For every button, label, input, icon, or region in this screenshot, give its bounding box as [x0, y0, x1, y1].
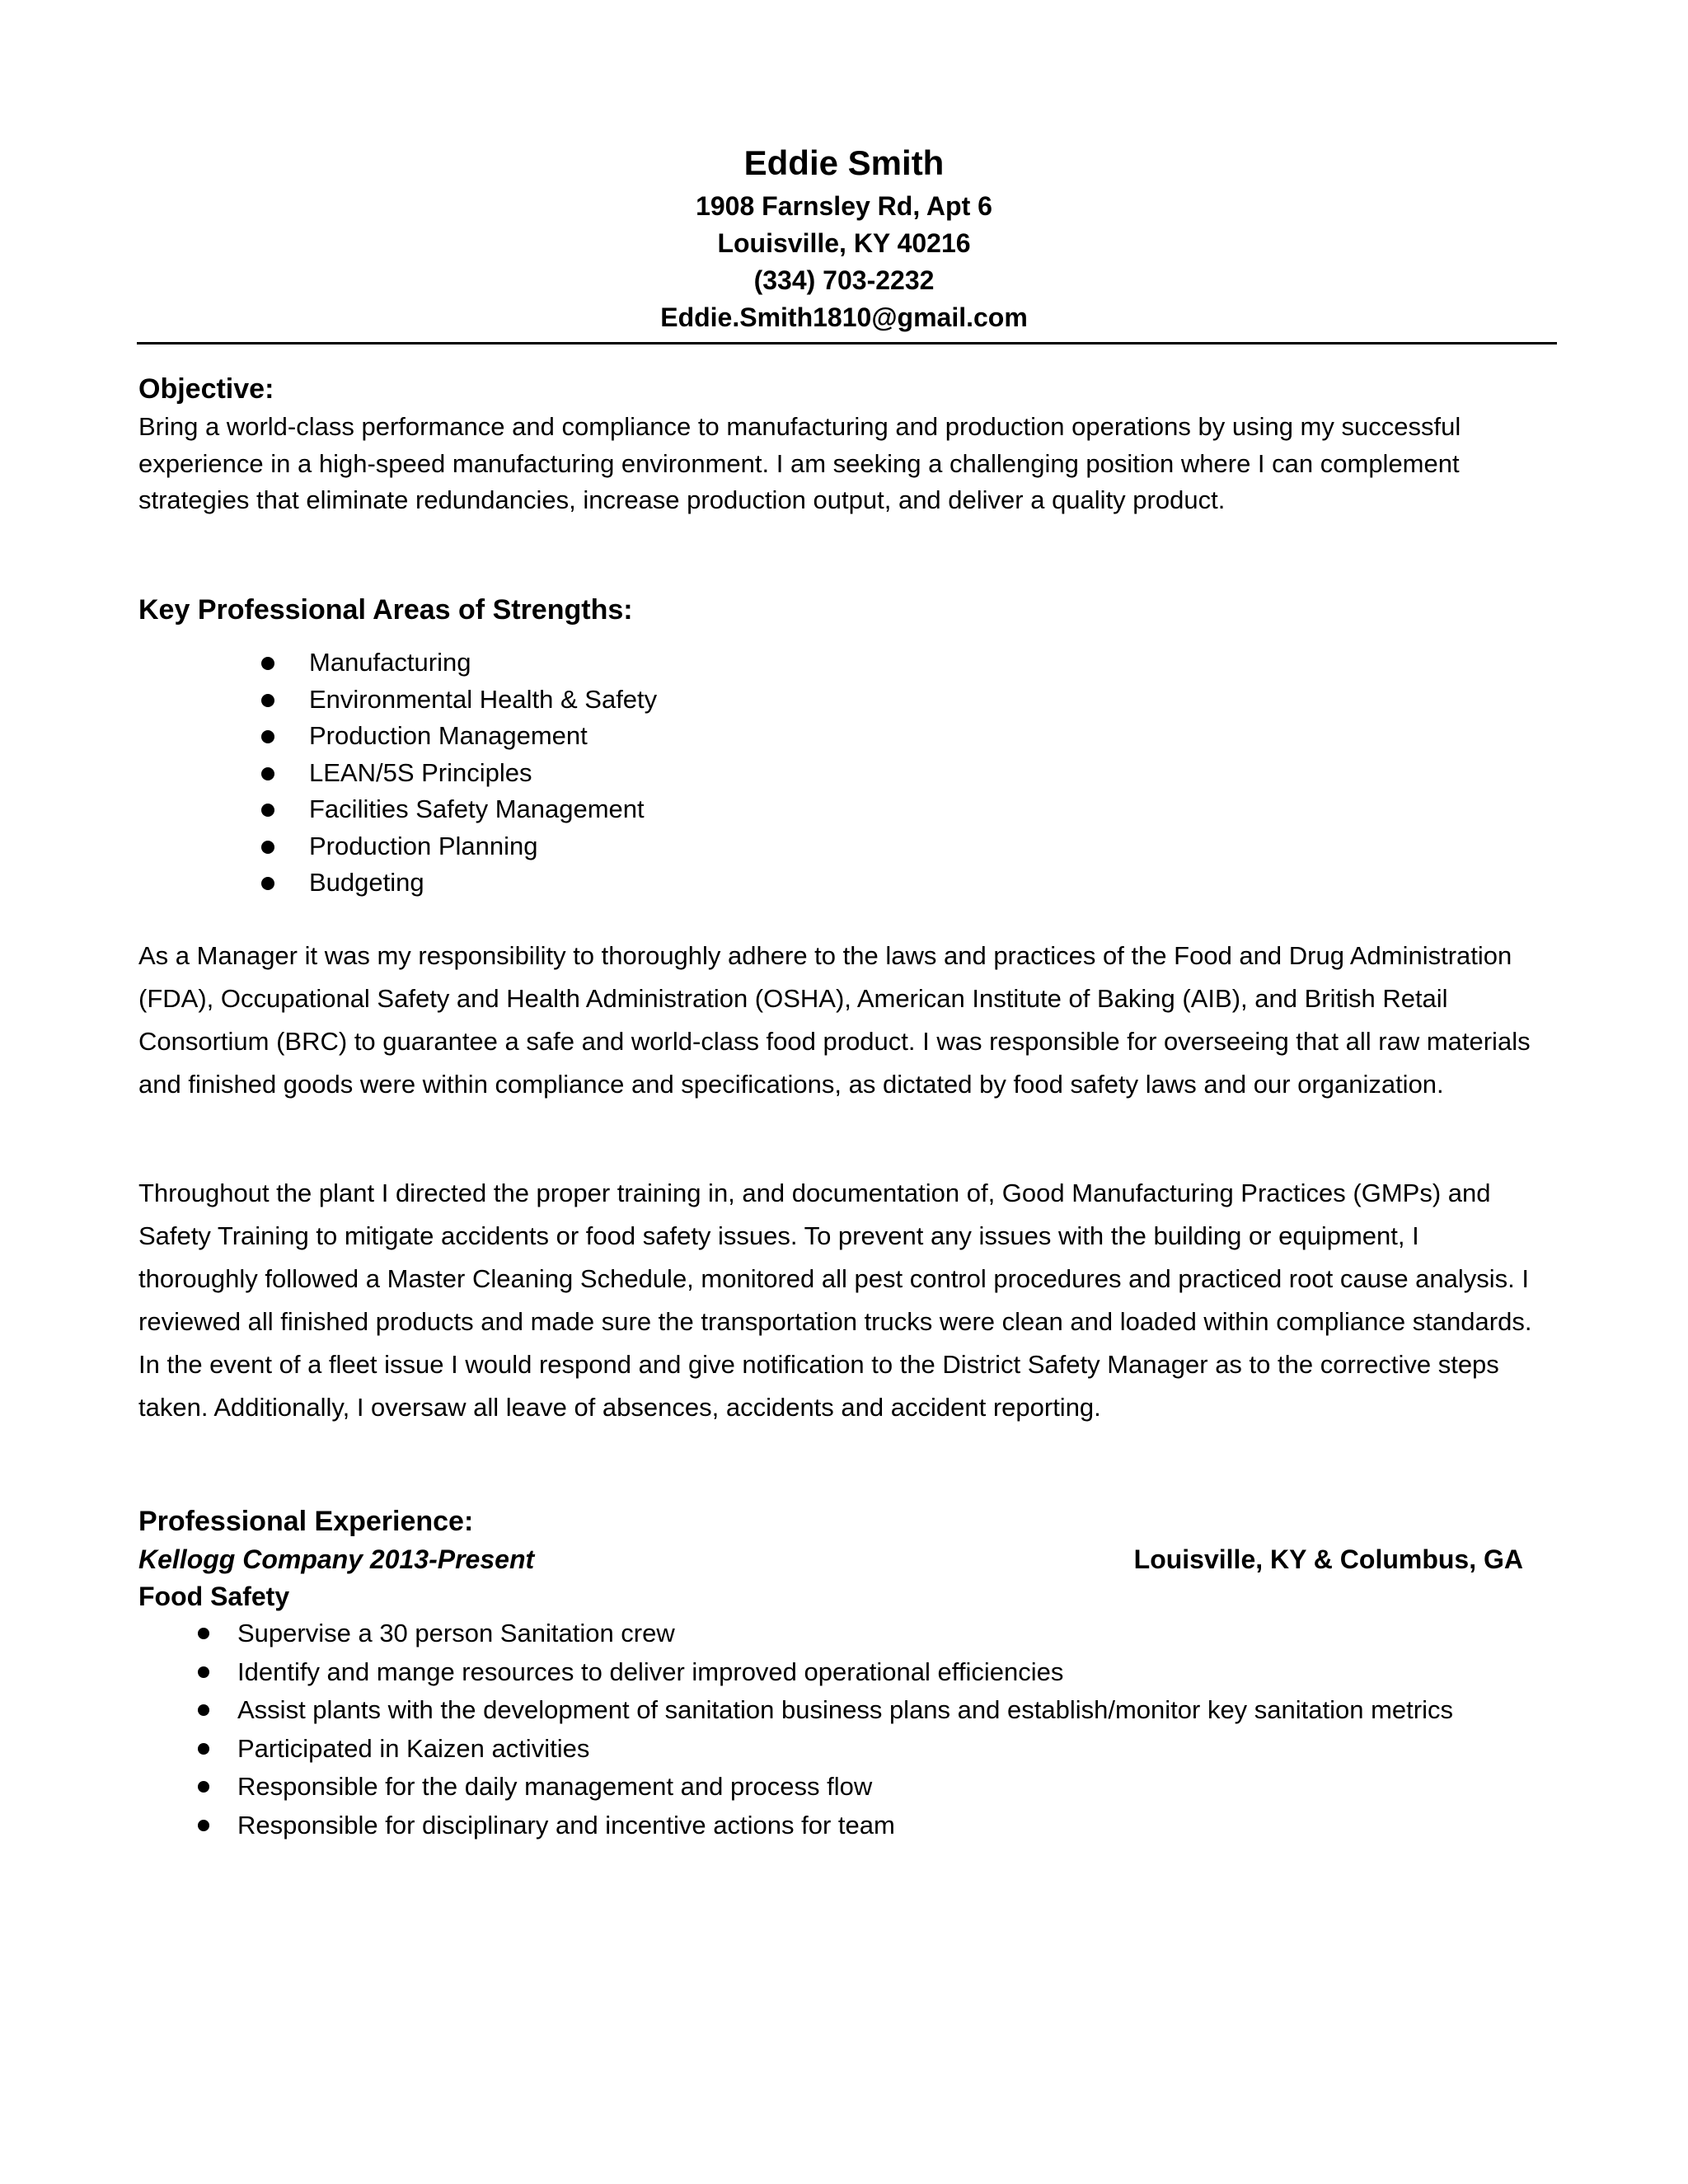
address-line-1: 1908 Farnsley Rd, Apt 6: [696, 191, 992, 221]
strength-item: Environmental Health & Safety: [309, 684, 658, 714]
objective-heading: Objective:: [138, 373, 274, 405]
duty-item: Supervise a 30 person Sanitation crew: [237, 1619, 675, 1647]
bullet-icon: [261, 877, 274, 890]
bullet-icon: [261, 730, 274, 743]
strength-item: Facilities Safety Management: [309, 794, 645, 823]
bullet-icon: [198, 1781, 209, 1793]
job-location: Louisville, KY & Columbus, GA: [1133, 1544, 1523, 1574]
job-role: Food Safety: [138, 1582, 290, 1611]
strength-item: Production Management: [309, 721, 588, 750]
experience-heading: Professional Experience:: [138, 1506, 474, 1537]
bullet-icon: [198, 1704, 209, 1716]
bullet-icon: [198, 1820, 209, 1831]
duty-item: Identify and mange resources to deliver improved operational efficiencies: [237, 1657, 1064, 1686]
list-item: [260, 755, 657, 792]
duty-item: Assist plants with the development of sanitation business plans and establish/monitor key sanitation metrics: [237, 1695, 1453, 1724]
bullet-icon: [198, 1628, 209, 1639]
list-item: [260, 828, 657, 865]
strength-item: Manufacturing: [309, 648, 471, 677]
list-item: [260, 644, 657, 682]
list-item: [260, 865, 657, 902]
strengths-heading: Key Professional Areas of Strengths:: [138, 594, 633, 626]
address-line-2: Louisville, KY 40216: [717, 228, 971, 258]
list-item: [188, 1654, 1490, 1691]
duty-item: Participated in Kaizen activities: [237, 1733, 590, 1763]
summary-paragraph-1: As a Manager it was my responsibility to thoroughly adhere to the laws and practices of the Food and Drug Administration (FDA), Occupational Safety and Health Administration (OSHA), American Institute of Baking (AIB), and British Retail Consortium (BRC) to guarantee a safe and world-class food product. I was responsible for overseeing that all raw materials and finished goods were within compliance and specifications, as dictated by food safety laws and our organization.: [138, 941, 1531, 1099]
list-item: [260, 791, 657, 828]
bullet-icon: [198, 1666, 209, 1678]
phone-number: (334) 703-2232: [753, 265, 935, 295]
summary-paragraph-2: Throughout the plant I directed the proper training in, and documentation of, Good Manufacturing Practices (GMPs) and Safety Training to mitigate accidents or food safety issues. To prevent any issues with the building or equipment, I thoroughly followed a Master Cleaning Schedule, monitored all pest control procedures and practiced root cause analysis. I reviewed all finished products and made sure the transportation trucks were clean and loaded within compliance standards. In the event of a fleet issue I would respond and give notification to the District Safety Manager as to the corrective steps taken. Additionally, I oversaw all leave of absences, accidents and accident reporting.: [138, 1179, 1532, 1422]
duty-item: Responsible for disciplinary and incentive actions for team: [237, 1810, 895, 1840]
bullet-icon: [261, 804, 274, 817]
list-item: [260, 682, 657, 719]
resume-header: [0, 138, 1688, 336]
list-item: [188, 1807, 1490, 1844]
bullet-icon: [261, 657, 274, 670]
bullet-icon: [198, 1743, 209, 1755]
header-divider: [137, 342, 1557, 344]
duty-item: Responsible for the daily management and process flow: [237, 1772, 873, 1801]
list-item: [188, 1615, 1490, 1652]
list-item: [188, 1769, 1490, 1806]
bullet-icon: [261, 694, 274, 707]
bullet-icon: [261, 767, 274, 780]
candidate-name: Eddie Smith: [743, 143, 945, 182]
list-item: [260, 718, 657, 755]
email-address: Eddie.Smith1810@gmail.com: [660, 302, 1028, 332]
strength-item: Production Planning: [309, 831, 538, 860]
list-item: [188, 1692, 1490, 1729]
strength-item: Budgeting: [309, 868, 424, 897]
strengths-list: [260, 644, 657, 902]
bullet-icon: [261, 841, 274, 854]
duties-list: [188, 1615, 1490, 1845]
strength-item: LEAN/5S Principles: [309, 757, 532, 787]
job-header: [138, 1541, 1523, 1578]
list-item: [188, 1731, 1490, 1768]
objective-text: Bring a world-class performance and compliance to manufacturing and production operations by using my successful experience in a high-speed manufacturing environment. I am seeking a challenging position where I can complement strategies that eliminate redundancies, increase production output, and deliver a quality product.: [138, 412, 1461, 514]
job-company: Kellogg Company 2013-Present: [138, 1544, 535, 1574]
